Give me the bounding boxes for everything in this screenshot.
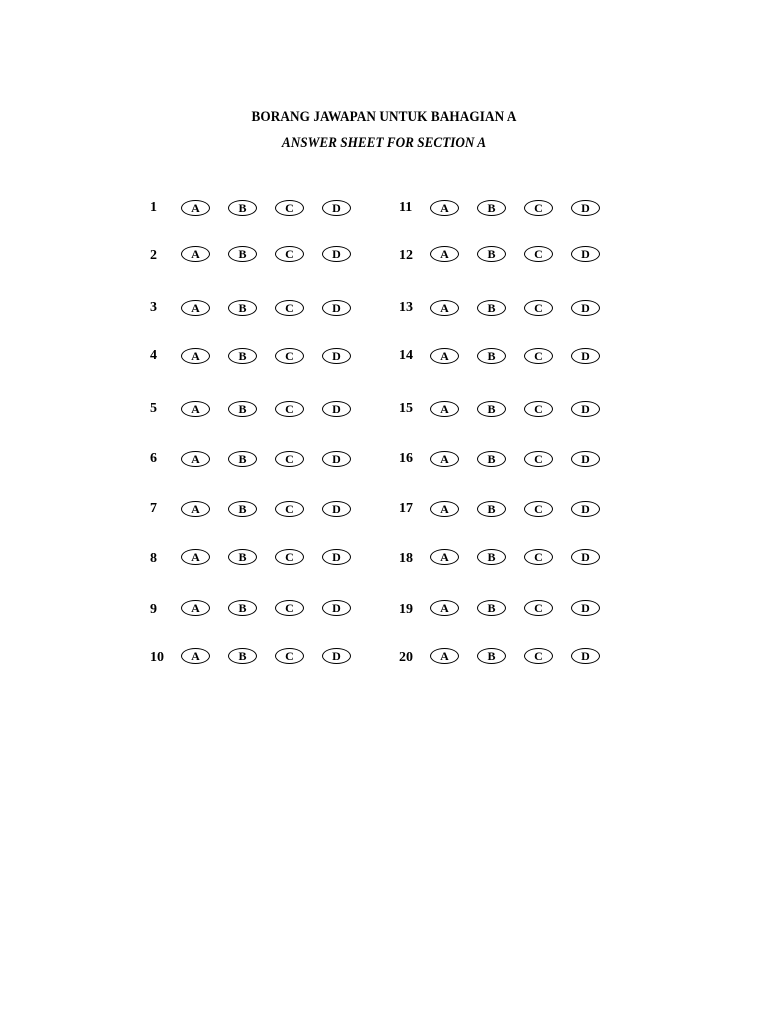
answer-bubble-c[interactable]: C — [275, 300, 304, 316]
question-row — [399, 648, 659, 672]
question-row — [150, 600, 410, 624]
question-row — [399, 246, 659, 270]
answer-bubble-d[interactable]: D — [571, 501, 600, 517]
answer-bubble-b[interactable]: B — [477, 501, 506, 517]
answer-bubble-d[interactable]: D — [322, 600, 351, 616]
answer-bubble-a[interactable]: A — [430, 501, 459, 517]
question-number: 6 — [150, 451, 157, 466]
answer-bubble-c[interactable]: C — [524, 300, 553, 316]
question-number: 4 — [150, 348, 157, 363]
question-row — [399, 549, 659, 573]
answer-bubble-b[interactable]: B — [477, 549, 506, 565]
question-number: 7 — [150, 501, 157, 516]
question-row — [399, 300, 659, 324]
question-row — [150, 348, 410, 372]
answer-bubble-c[interactable]: C — [275, 549, 304, 565]
question-row — [150, 648, 410, 672]
answer-bubble-a[interactable]: A — [430, 401, 459, 417]
answer-bubble-b[interactable]: B — [228, 200, 257, 216]
question-row — [150, 501, 410, 525]
answer-bubble-c[interactable]: C — [524, 451, 553, 467]
answer-bubble-b[interactable]: B — [477, 401, 506, 417]
answer-bubble-c[interactable]: C — [275, 348, 304, 364]
answer-bubble-b[interactable]: B — [477, 600, 506, 616]
page-title: BORANG JAWAPAN UNTUK BAHAGIAN A — [251, 109, 517, 125]
answer-bubble-a[interactable]: A — [181, 200, 210, 216]
answer-bubble-b[interactable]: B — [228, 246, 257, 262]
answer-bubble-d[interactable]: D — [322, 348, 351, 364]
question-number: 3 — [150, 300, 157, 315]
answer-bubble-d[interactable]: D — [322, 300, 351, 316]
answer-bubble-c[interactable]: C — [524, 348, 553, 364]
question-row — [150, 200, 410, 224]
answer-bubble-a[interactable]: A — [181, 549, 210, 565]
question-number: 17 — [399, 501, 413, 516]
answer-bubble-c[interactable]: C — [524, 200, 553, 216]
answer-bubble-d[interactable]: D — [571, 648, 600, 664]
answer-bubble-b[interactable]: B — [228, 648, 257, 664]
question-row — [150, 451, 410, 475]
answer-bubble-b[interactable]: B — [228, 401, 257, 417]
page-subtitle: ANSWER SHEET FOR SECTION A — [281, 135, 487, 151]
answer-bubble-d[interactable]: D — [571, 600, 600, 616]
answer-bubble-d[interactable]: D — [571, 246, 600, 262]
answer-bubble-b[interactable]: B — [477, 300, 506, 316]
answer-bubble-b[interactable]: B — [477, 246, 506, 262]
answer-bubble-a[interactable]: A — [430, 246, 459, 262]
question-number: 10 — [150, 650, 164, 665]
question-row — [150, 300, 410, 324]
question-number: 2 — [150, 248, 157, 263]
answer-bubble-a[interactable]: A — [430, 200, 459, 216]
answer-bubble-b[interactable]: B — [228, 600, 257, 616]
answer-bubble-c[interactable]: C — [275, 246, 304, 262]
question-number: 14 — [399, 348, 413, 363]
answer-bubble-c[interactable]: C — [524, 246, 553, 262]
answer-bubble-c[interactable]: C — [275, 401, 304, 417]
answer-bubble-d[interactable]: D — [571, 300, 600, 316]
answer-bubble-d[interactable]: D — [322, 501, 351, 517]
question-number: 9 — [150, 602, 157, 617]
answer-bubble-a[interactable]: A — [430, 451, 459, 467]
answer-bubble-d[interactable]: D — [322, 200, 351, 216]
answer-bubble-a[interactable]: A — [181, 401, 210, 417]
question-row — [399, 451, 659, 475]
answer-bubble-d[interactable]: D — [571, 549, 600, 565]
question-row — [150, 549, 410, 573]
question-number: 5 — [150, 401, 157, 416]
answer-bubble-c[interactable]: C — [524, 401, 553, 417]
question-number: 12 — [399, 248, 413, 263]
answer-bubble-c[interactable]: C — [275, 200, 304, 216]
answer-bubble-c[interactable]: C — [275, 600, 304, 616]
answer-bubble-c[interactable]: C — [524, 549, 553, 565]
answer-bubble-d[interactable]: D — [571, 451, 600, 467]
answer-bubble-b[interactable]: B — [228, 451, 257, 467]
answer-bubble-c[interactable]: C — [275, 501, 304, 517]
answer-bubble-b[interactable]: B — [477, 451, 506, 467]
question-number: 18 — [399, 551, 413, 566]
answer-bubble-a[interactable]: A — [181, 348, 210, 364]
answer-bubble-d[interactable]: D — [571, 200, 600, 216]
answer-bubble-b[interactable]: B — [228, 300, 257, 316]
answer-bubble-a[interactable]: A — [430, 549, 459, 565]
answer-bubble-a[interactable]: A — [181, 648, 210, 664]
question-number: 15 — [399, 401, 413, 416]
answer-bubble-a[interactable]: A — [430, 648, 459, 664]
answer-bubble-d[interactable]: D — [571, 401, 600, 417]
answer-bubble-b[interactable]: B — [477, 200, 506, 216]
answer-bubble-b[interactable]: B — [477, 648, 506, 664]
answer-bubble-a[interactable]: A — [181, 300, 210, 316]
answer-bubble-a[interactable]: A — [430, 348, 459, 364]
question-number: 11 — [399, 200, 413, 215]
question-row — [399, 600, 659, 624]
answer-bubble-d[interactable]: D — [322, 451, 351, 467]
question-number: 13 — [399, 300, 413, 315]
question-row — [399, 401, 659, 425]
question-number: 16 — [399, 451, 413, 466]
answer-bubble-a[interactable]: A — [181, 600, 210, 616]
question-number: 1 — [150, 200, 157, 215]
answer-bubble-d[interactable]: D — [322, 246, 351, 262]
answer-bubble-a[interactable]: A — [430, 300, 459, 316]
answer-bubble-d[interactable]: D — [571, 348, 600, 364]
answer-bubble-a[interactable]: A — [181, 501, 210, 517]
question-row — [150, 401, 410, 425]
question-row — [399, 200, 659, 224]
answer-bubble-d[interactable]: D — [322, 549, 351, 565]
answer-bubble-c[interactable]: C — [275, 451, 304, 467]
answer-bubble-b[interactable]: B — [228, 501, 257, 517]
answer-bubble-c[interactable]: C — [524, 501, 553, 517]
answer-bubble-d[interactable]: D — [322, 401, 351, 417]
question-row — [150, 246, 410, 270]
answer-bubble-c[interactable]: C — [524, 648, 553, 664]
question-number: 8 — [150, 551, 157, 566]
answer-bubble-a[interactable]: A — [430, 600, 459, 616]
answer-bubble-c[interactable]: C — [524, 600, 553, 616]
answer-bubble-d[interactable]: D — [322, 648, 351, 664]
answer-bubble-c[interactable]: C — [275, 648, 304, 664]
answer-bubble-a[interactable]: A — [181, 451, 210, 467]
question-row — [399, 348, 659, 372]
question-number: 19 — [399, 602, 413, 617]
question-number: 20 — [399, 650, 413, 665]
answer-bubble-b[interactable]: B — [228, 549, 257, 565]
question-row — [399, 501, 659, 525]
answer-bubble-b[interactable]: B — [477, 348, 506, 364]
answer-bubble-a[interactable]: A — [181, 246, 210, 262]
answer-bubble-b[interactable]: B — [228, 348, 257, 364]
